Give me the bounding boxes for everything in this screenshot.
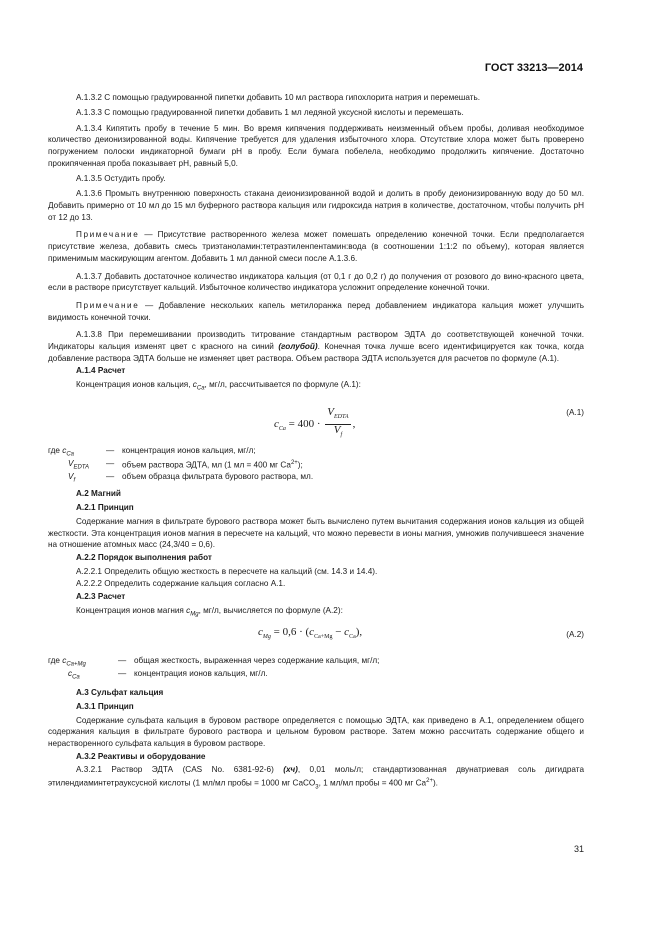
text-run: . Конечная точка лучше всего идентифицируется как точка, когда добавление раствора ЭДТА больше не изменяет цвет раствора. Объем раствора ЭДТА используется для расчетов по формуле (А.1). <box>48 342 584 363</box>
document-body <box>48 92 584 798</box>
definition-row <box>48 458 584 471</box>
definition-text <box>122 458 584 471</box>
definition-symbol <box>48 471 106 484</box>
fraction-denominator <box>325 425 350 442</box>
heading-a21: А.2.1 Принцип <box>76 503 134 513</box>
formula-a1 <box>48 399 584 439</box>
note-label: Примечание <box>76 230 140 240</box>
definition-text: общая жесткость, выраженная через содержание кальция, мг/л; <box>134 656 380 666</box>
definition-text: концентрация ионов кальция, мг/л. <box>134 669 268 679</box>
text-run: , мг/л, рассчитывается по формуле (А.1): <box>204 380 361 390</box>
note-methyl-orange <box>48 300 584 323</box>
subscript: Ca+Mg <box>66 661 86 668</box>
heading-a23: А.2.3 Расчет <box>76 592 126 602</box>
formula-rhs: = 0,6 · ( <box>273 626 310 639</box>
text-run: Концентрация ионов магния <box>76 605 187 615</box>
symbol: c <box>62 656 67 666</box>
superscript: 2+ <box>426 778 433 785</box>
paragraph-a136: А.1.3.6 Промыть внутреннюю поверхность стакана деионизированной водой и долить в пробу деионизированную воду до 50 мл. Добавить примерно от 10 мл до 15 мл буферного раствора кальция или гидроксида натрия в количестве, достаточном, чтобы получить рН от 12 до 13. <box>48 189 584 222</box>
text-run: , 0,01 моль/л; стандартизованная двунатриевая соль дигидрата этилендиаминтетрауксусной кислоты (1 мл/мл пробы = 1000 мг CaCO <box>48 765 585 788</box>
subscript: 3 <box>315 784 319 791</box>
numerator-sub: EDTA <box>334 414 349 421</box>
fraction-numerator <box>325 407 350 425</box>
definitions-a2 <box>48 655 584 681</box>
subscript: Ca <box>66 452 74 459</box>
formula-a2 <box>48 625 584 649</box>
heading-a3: А.3 Сульфат кальция <box>76 688 164 698</box>
definition-dash: — <box>106 472 115 482</box>
definition-row <box>48 445 584 458</box>
definition-symbol <box>48 655 118 668</box>
heading-a22: А.2.2 Порядок выполнения работ <box>76 553 212 562</box>
symbol: c <box>192 380 197 390</box>
formula-a2-expression <box>258 627 362 644</box>
definition-row <box>48 471 584 484</box>
paragraph-a221: А.2.2.1 Определить общую жесткость в пересчете на кальций (см. 14.3 и 14.4). <box>76 566 378 576</box>
subscript: Ca <box>72 674 80 681</box>
symbol: c <box>186 605 191 615</box>
definition-symbol <box>48 668 118 681</box>
definition-dash: — <box>106 459 115 469</box>
paragraph-a138 <box>48 329 584 364</box>
term-symbol: c <box>309 626 315 639</box>
heading-a14: А.1.4 Расчет <box>76 366 126 376</box>
symbol: c <box>68 669 73 679</box>
paragraph-calc-ca <box>48 379 584 395</box>
text-run-bold-italic: (хч) <box>283 765 298 775</box>
definition-row <box>48 655 584 668</box>
text-run: ); <box>297 461 303 471</box>
text-run: , мг/л, вычисляется по формуле (А.2): <box>198 605 343 615</box>
text-run: А.3.2.1 Раствор ЭДТА (CAS No. 6381-92-6) <box>76 765 284 775</box>
text-run: А.1.3.8 При перемешивании производить титрование стандартным раствором ЭДТА до соответствующей конечной точки. Индикаторы кальция изменят цвет с красного на синий <box>48 330 584 352</box>
heading-a31: А.3.1 Принцип <box>76 701 134 711</box>
note-text: — Добавление нескольких капель метилоранжа перед добавлением индикатора кальция может улучшить видимость конечной точки. <box>48 300 584 322</box>
heading-a32: А.3.2 Реактивы и оборудование <box>76 751 206 761</box>
definition-dash: — <box>118 669 127 679</box>
where-label: где <box>48 656 60 666</box>
definition-text: концентрация ионов кальция, мг/л; <box>122 446 256 456</box>
definition-row <box>48 668 584 681</box>
formula-number: (А.1) <box>566 408 584 418</box>
formula-lhs: c <box>258 626 263 639</box>
minus-sign: − <box>332 626 345 639</box>
subscript: Ca <box>196 385 205 392</box>
symbol: c <box>62 446 67 456</box>
note-label: Примечание <box>76 300 140 310</box>
text-run: Концентрация ионов кальция, <box>76 380 193 390</box>
subscript: Mg <box>190 611 199 618</box>
symbol: V <box>68 459 74 469</box>
formula-lhs-sub: Mg <box>262 634 271 641</box>
paragraph-a137: А.1.3.7 Добавить достаточное количество индикатора кальция (от 0,1 г до 0,2 г) до получения от розового до вино-красного цвета, если в растворе присутствует кальций. Избыточное количество индикатора усложнит определение конечной точки. <box>48 271 584 293</box>
numerator-symbol: V <box>327 406 335 419</box>
note-text: — Присутствие растворенного железа может помешать определению конечной точки. Если предполагается присутствие железа, добавить смесь триэтаноламин:тетраэтиленпентамин:вода (в соотношении 1:1:2 по объему), которая является применимым маскирующим агентом. Добавить 1 мл данной смеси после А.1.3.6. <box>48 230 584 263</box>
denominator-sub: f <box>340 432 343 439</box>
paragraph-a134: А.1.3.4 Кипятить пробу в течение 5 мин. Во время кипячения поддерживать неизменный объем пробы, доливая необходимое количество деионизированной воды. Кипячение требуется для удаления избыточного хлора. Отсутствие хлора может быть проверено погружением полоски индикаторной бумаги рН в пробу. Если бумага побелела, необходимо продолжить кипячение. Достаточно прокипяченная проба показывает рН, равный 5,0. <box>48 123 584 168</box>
subscript: f <box>73 478 76 485</box>
standard-header: ГОСТ 33213—2014 <box>484 62 583 74</box>
formula-close: ), <box>355 626 363 639</box>
formula-number: (А.2) <box>566 630 584 640</box>
formula-coef: = 400 · <box>288 418 321 431</box>
note-iron <box>48 229 584 264</box>
superscript: 2+ <box>290 460 298 467</box>
text-run-bold-italic: (голубой) <box>278 342 318 352</box>
text-run: , 1 мл/мл пробы = 400 мг Ca <box>318 778 427 788</box>
term-symbol: c <box>344 626 350 639</box>
paragraph-calc-mg <box>48 605 584 621</box>
page-number: 31 <box>573 844 584 854</box>
paragraph-a321 <box>48 764 584 794</box>
term-sub: Ca <box>349 634 356 641</box>
paragraph-a222: А.2.2.2 Определить содержание кальция согласно А.1. <box>76 579 286 589</box>
paragraph-a21: Содержание магния в фильтрате бурового раствора может быть вычислено путем вычитания содержания ионов кальция из общей жесткости. Эта концентрация ионов магния в пересчете на кальций, что можно перевести в ионы магния, умножив получившееся значение на отношение атомных масс (24,3/40 = 0,6). <box>48 516 584 550</box>
definitions-a1 <box>48 445 584 484</box>
paragraph-a135: А.1.3.5 Остудить пробу. <box>76 174 166 183</box>
formula-a1-expression <box>274 407 355 442</box>
paragraph-a31: Содержание сульфата кальция в буровом растворе определяется с помощью ЭДТА, как приведено в А.1, определением общего содержания кальция в фильтрате бурового раствора и цельном буровом растворе. Затем можно рассчитать содержание общего и нерастворенного сульфата кальция в буровом растворе. <box>48 715 584 748</box>
formula-lhs-sub: Ca <box>278 426 286 433</box>
definition-text: объем образца фильтрата бурового раствора, мл. <box>122 472 314 482</box>
term-sub: Ca+Mg <box>314 634 333 641</box>
text-run: объем раствора ЭДТА, мл (1 мл = 400 мг Са <box>122 461 291 471</box>
subscript: EDTA <box>73 465 90 472</box>
definition-dash: — <box>118 656 127 666</box>
formula-lhs: c <box>274 418 279 431</box>
text-run: ). <box>432 778 438 788</box>
where-label: где <box>48 446 60 456</box>
heading-a2: А.2 Магний <box>76 489 121 499</box>
definition-symbol <box>48 445 106 458</box>
formula-tail: , <box>352 418 356 431</box>
paragraph-a133: А.1.3.3 С помощью градуированной пипетки добавить 1 мл ледяной уксусной кислоты и перемешать. <box>76 108 464 118</box>
definition-symbol <box>48 458 106 471</box>
definition-dash: — <box>106 446 115 456</box>
formula-fraction <box>325 407 350 442</box>
paragraph-a132: А.1.3.2 С помощью градуированной пипетки добавить 10 мл раствора гипохлорита натрия и перемешать. <box>76 93 481 102</box>
symbol: V <box>68 472 74 482</box>
denominator-symbol: V <box>333 424 341 437</box>
